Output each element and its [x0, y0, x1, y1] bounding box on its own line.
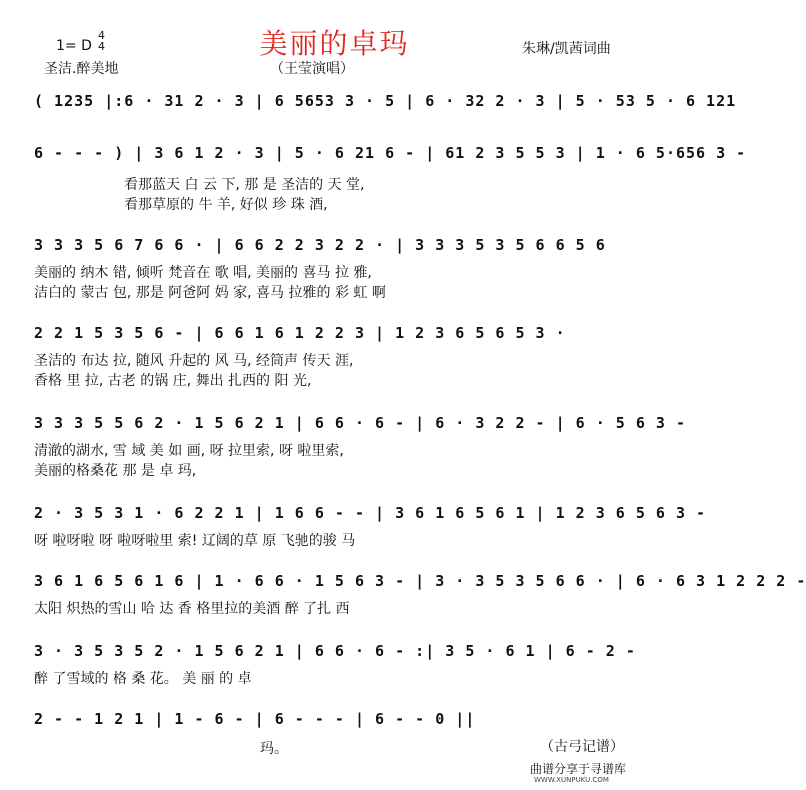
site-watermark: 曲谱分享于寻谱库: [530, 762, 627, 776]
key-signature: 1= D: [56, 38, 92, 54]
lyric-line: 看那草原的 牛 羊, 好似 珍 珠 酒,: [124, 197, 328, 213]
notation-line: 6 - - - ) | 3 6 1 2 · 3 | 5 · 6 21 6 - | 61 2 3 5 5 3 | 1 · 6 5·656 3 -: [34, 144, 747, 162]
lyric-line: 洁白的 蒙古 包, 那是 阿爸阿 妈 家, 喜马 拉雅的 彩 虹 啊: [34, 285, 386, 301]
song-title: 美丽的卓玛: [259, 27, 410, 60]
lyric-line: 呀 啦呀啦 呀 啦呀啦里 索! 辽阔的草 原 飞驰的骏 马: [34, 533, 356, 549]
credit-label: 朱琳/凯茜词曲: [522, 41, 611, 57]
transcriber-note: （古弓记谱）: [540, 739, 624, 755]
notation-line: 3 · 3 5 3 5 2 · 1 5 6 2 1 | 6 6 · 6 - :| 3 5 · 6 1 | 6 - 2 -: [34, 642, 636, 660]
site-url: WWW.XUNPUKU.COM: [534, 776, 609, 784]
lyric-line: 清澈的湖水, 雪 域 美 如 画, 呀 拉里索, 呀 啦里索,: [34, 443, 344, 459]
singer-label: （王莹演唱）: [270, 61, 354, 77]
notation-line: 3 3 3 5 5 6 2 · 1 5 6 2 1 | 6 6 · 6 - | 6 · 3 2 2 - | 6 · 5 6 3 -: [34, 414, 686, 432]
notation-line: 3 3 3 5 6 7 6 6 · | 6 6 2 2 3 2 2 · | 3 3 3 5 3 5 6 6 5 6: [34, 236, 606, 254]
notation-line: 2 · 3 5 3 1 · 6 2 2 1 | 1 6 6 - - | 3 6 1 6 5 6 1 | 1 2 3 6 5 6 3 -: [34, 504, 707, 522]
style-label: 圣洁.醉美地: [44, 61, 119, 77]
lyric-line: 玛。: [260, 741, 288, 757]
lyric-line: 美丽的格桑花 那 是 卓 玛,: [34, 463, 197, 479]
lyric-line: 香格 里 拉, 古老 的锅 庄, 舞出 扎西的 阳 光,: [34, 373, 312, 389]
time-signature: 4 4: [98, 29, 105, 53]
lyric-line: 醉 了雪域的 格 桑 花。 美 丽 的 卓: [34, 671, 252, 687]
lyric-line: 看那蓝天 白 云 下, 那 是 圣洁的 天 堂,: [124, 177, 365, 193]
notation-line: 2 - - 1 2 1 | 1 - 6 - | 6 - - - | 6 - - 0 ||: [34, 710, 476, 728]
notation-line: 2 2 1 5 3 5 6 - | 6 6 1 6 1 2 2 3 | 1 2 3 6 5 6 5 3 ·: [34, 324, 566, 342]
notation-line: ( 1235 |:6 · 31 2 · 3 | 6 5653 3 · 5 | 6 · 32 2 · 3 | 5 · 53 5 · 6 121: [34, 92, 737, 110]
lyric-line: 太阳 炽热的雪山 哈 达 香 格里拉的美酒 醉 了扎 西: [34, 601, 350, 617]
lyric-line: 美丽的 纳木 错, 倾听 梵音在 歌 唱, 美丽的 喜马 拉 雅,: [34, 265, 372, 281]
notation-line: 3 6 1 6 5 6 1 6 | 1 · 6 6 · 1 5 6 3 - | 3 · 3 5 3 5 6 6 · | 6 · 6 3 1 2 2 2 -: [34, 572, 806, 590]
lyric-line: 圣洁的 布达 拉, 随风 升起的 风 马, 经筒声 传天 涯,: [34, 353, 354, 369]
